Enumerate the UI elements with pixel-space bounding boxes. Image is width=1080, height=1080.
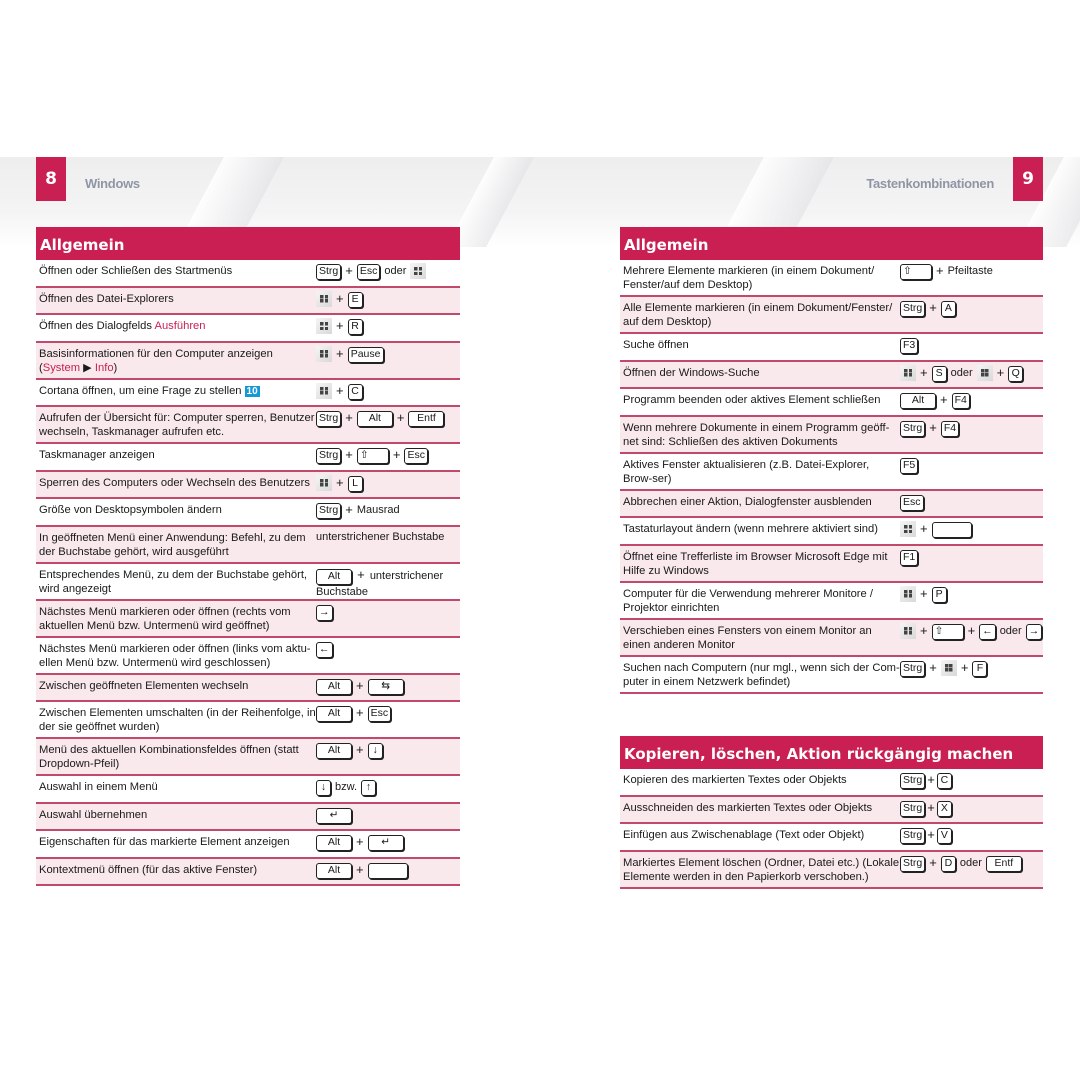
row-description: Computer für die Verwendung mehrerer Monitore / Projektor einrichten <box>623 587 873 614</box>
windows-key-icon <box>900 365 916 381</box>
table-row <box>36 638 460 675</box>
key-c: C <box>937 773 952 789</box>
windows-key-icon <box>410 263 426 279</box>
row-keys <box>900 491 1043 517</box>
plus-sign: + <box>940 392 948 407</box>
row-keys <box>316 776 460 802</box>
or-text: oder <box>384 265 407 277</box>
key-a: A <box>941 301 956 317</box>
shift-key-icon: ⇧ <box>357 448 389 464</box>
arrow-down-icon: ↓ <box>368 743 383 759</box>
row-description: Eigenschaften für das markierte Element anzeigen <box>39 836 290 848</box>
section-allgemein-left <box>36 227 460 886</box>
key-f4: F4 <box>952 393 970 409</box>
table-row <box>620 852 1043 889</box>
plus-sign: + <box>336 318 344 333</box>
row-keys <box>316 527 460 562</box>
row-keys <box>316 831 460 857</box>
row-keys <box>316 288 460 314</box>
table-row <box>36 739 460 776</box>
table-row <box>620 769 1043 797</box>
plus-sign: + <box>927 799 935 815</box>
table-row <box>620 797 1043 825</box>
arrow-left-icon: ← <box>316 642 333 658</box>
paren: ) <box>113 361 118 374</box>
row-keys <box>316 675 460 701</box>
row-keys <box>316 343 460 378</box>
table-row <box>36 804 460 832</box>
arrow-up-icon: ↑ <box>361 780 376 796</box>
key-alt: Alt <box>316 835 352 851</box>
row-description: Auswahl in einem Menü <box>39 781 158 793</box>
row-keys <box>900 454 1043 489</box>
table-row <box>620 491 1043 519</box>
mausrad-text: Mausrad <box>356 504 400 516</box>
key-p: P <box>932 587 947 603</box>
row-keys <box>900 583 1043 618</box>
row-description: Programm beenden oder aktives Element schließen <box>623 394 881 406</box>
plus-sign: + <box>920 364 928 380</box>
plus-sign: + <box>336 345 344 361</box>
row-description: Auswahl übernehmen <box>39 808 148 821</box>
windows-key-icon <box>900 521 916 537</box>
paren: ( <box>39 361 43 374</box>
key-esc: Esc <box>900 495 924 511</box>
desc-text: Öffnen des Dialogfelds <box>39 320 155 332</box>
key-strg: Strg <box>900 661 925 677</box>
key-alt: Alt <box>900 393 936 409</box>
windows-key-icon <box>316 318 332 334</box>
key-alt: Alt <box>316 706 352 722</box>
row-description: Abbrechen einer Aktion, Dialogfenster ausblenden <box>623 495 872 508</box>
row-keys <box>900 417 1043 452</box>
key-entf: Entf <box>408 411 444 427</box>
plus-sign: + <box>996 364 1005 380</box>
key-f: F <box>972 661 987 677</box>
row-keys <box>316 407 460 442</box>
table-row <box>36 380 460 408</box>
underlined-letter-text: unterstrichener Buchstabe <box>316 530 445 543</box>
row-keys <box>900 297 1043 332</box>
table-row <box>36 601 460 638</box>
key-strg: Strg <box>900 828 925 844</box>
arrow-down-icon: ↓ <box>316 780 331 796</box>
key-alt: Alt <box>316 743 352 759</box>
row-keys <box>316 739 460 774</box>
row-description <box>36 315 316 341</box>
key-d: D <box>941 856 956 872</box>
table-row <box>36 444 460 472</box>
shift-key-icon: ⇧ <box>932 624 964 640</box>
row-keys <box>316 702 460 737</box>
section-kopieren <box>620 736 1043 889</box>
plus-sign: + <box>927 827 935 842</box>
row-description: Tastaturlayout ändern (wenn mehrere aktiviert sind) <box>623 523 878 535</box>
key-alt: Alt <box>316 569 352 585</box>
row-description: Öffnen oder Schließen des Startmenüs <box>39 265 233 277</box>
key-strg: Strg <box>316 411 341 427</box>
key-entf: Entf <box>986 856 1022 872</box>
plus-sign: + <box>356 861 364 877</box>
table-row <box>36 564 460 601</box>
page-number: 9 <box>1013 157 1043 201</box>
key-v: V <box>937 828 952 844</box>
row-description: Markiertes Element löschen (Ordner, Datei etc.) (Lokale Elemente werden in den Papierkorb verschoben.) <box>623 856 900 883</box>
or-text: oder <box>999 624 1022 637</box>
key-l: L <box>348 476 363 492</box>
row-keys <box>900 362 1043 388</box>
row-keys <box>900 769 1043 795</box>
row-description: Wenn mehrere Dokumente in einem Programm geöff-net sind: Schließen des aktiven Dokuments <box>623 421 890 448</box>
row-keys <box>316 315 460 341</box>
row-description: Kopieren des markierten Textes oder Objekts <box>623 774 847 786</box>
table-row <box>620 657 1043 694</box>
space-key-icon <box>368 863 408 879</box>
row-keys <box>316 444 460 470</box>
table-row <box>620 583 1043 620</box>
key-f3: F3 <box>900 338 918 354</box>
plus-sign: + <box>345 502 353 517</box>
row-description: Öffnen des Datei-Explorers <box>39 292 174 305</box>
row-description: Sperren des Computers oder Wechseln des Benutzers <box>39 476 310 489</box>
key-strg: Strg <box>316 503 341 519</box>
plus-sign: + <box>336 474 344 490</box>
table-row <box>36 831 460 859</box>
row-description: Suchen nach Computern (nur mgl., wenn sich der Com-puter in einem Netzwerk befindet) <box>623 661 900 688</box>
plus-sign: + <box>920 622 928 638</box>
row-keys <box>900 546 1043 581</box>
plus-sign: + <box>396 410 405 425</box>
plus-sign: + <box>356 834 364 849</box>
key-q: Q <box>1008 366 1023 382</box>
plus-sign: + <box>929 300 937 315</box>
row-keys <box>316 260 460 286</box>
highlight-ausfuehren: Ausführen <box>154 320 206 332</box>
plus-sign: + <box>356 677 364 693</box>
row-keys <box>900 797 1043 823</box>
plus-sign: + <box>336 290 344 306</box>
table-row <box>620 417 1043 454</box>
arrow-left-icon: ← <box>979 624 996 640</box>
table-row <box>36 859 460 887</box>
row-description: Taskmanager anzeigen <box>39 449 155 461</box>
plus-sign: + <box>929 854 937 870</box>
table-row <box>36 260 460 288</box>
highlight-system: System <box>42 361 81 374</box>
desc-text: Basisinformationen für den Computer anzeigen <box>39 347 273 360</box>
table-row <box>620 389 1043 417</box>
table-row <box>620 824 1043 852</box>
plus-sign: + <box>345 447 353 462</box>
table-row <box>36 343 460 380</box>
table-row <box>620 620 1043 657</box>
key-strg: Strg <box>900 773 925 789</box>
row-keys <box>316 564 460 599</box>
row-keys <box>316 499 460 525</box>
row-description: Nächstes Menü markieren oder öffnen (links vom aktu-ellen Menü bzw. Untermenü wird geschlossen) <box>39 642 311 669</box>
windows-key-icon <box>316 291 332 307</box>
section-title: Allgemein <box>36 227 460 260</box>
key-pause: Pause <box>348 347 384 363</box>
key-esc: Esc <box>404 448 428 464</box>
plus-sign: + <box>356 742 364 757</box>
row-description: Einfügen aus Zwischenablage (Text oder Objekt) <box>623 829 865 841</box>
table-row <box>620 518 1043 546</box>
table-row <box>36 288 460 316</box>
row-keys <box>900 824 1043 850</box>
key-strg: Strg <box>316 264 341 280</box>
row-description: Zwischen Elementen umschalten (in der Reihenfolge, in der sie geöffnet wurden) <box>39 707 316 733</box>
key-alt: Alt <box>357 411 393 427</box>
row-description: Aufrufen der Übersicht für: Computer sperren, Benutzer wechseln, Taskmanager aufrufen etc. <box>39 412 315 438</box>
plus-sign: + <box>357 566 365 582</box>
plus-sign: + <box>345 410 353 425</box>
arrow-right-icon: → <box>1026 624 1043 640</box>
plus-sign: + <box>356 705 364 720</box>
row-description: Alle Elemente markieren (in einem Dokument/Fenster/ auf dem Desktop) <box>623 302 893 328</box>
table-row <box>620 546 1043 583</box>
key-strg: Strg <box>900 856 925 872</box>
row-keys <box>900 334 1043 360</box>
row-description <box>36 343 316 378</box>
table-row <box>36 675 460 703</box>
row-description: Größe von Desktopsymbolen ändern <box>39 504 222 516</box>
underlined-letter-text: unterstrichener Buchstabe <box>316 569 444 598</box>
plus-sign: + <box>345 263 353 278</box>
table-row <box>36 776 460 804</box>
key-esc: Esc <box>368 706 392 722</box>
plus-sign: + <box>927 772 935 787</box>
plus-sign: + <box>920 585 928 601</box>
windows-key-icon <box>900 586 916 602</box>
windows-key-icon <box>316 383 332 399</box>
plus-sign: + <box>960 659 969 675</box>
row-keys <box>900 260 1043 295</box>
row-description: Öffnen der Windows-Suche <box>623 366 760 379</box>
row-description: Aktives Fenster aktualisieren (z.B. Datei-Explorer, Brow-ser) <box>623 458 870 485</box>
key-x: X <box>937 801 952 817</box>
row-description: Entsprechendes Menü, zu dem der Buchstabe gehört, wird angezeigt <box>39 568 308 595</box>
key-s: S <box>932 366 947 382</box>
running-title: Tastenkombinationen <box>866 176 994 191</box>
row-keys <box>900 657 1043 692</box>
row-description: Öffnet eine Trefferliste im Browser Microsoft Edge mit Hilfe zu Windows <box>623 550 888 577</box>
row-description: Ausschneiden des markierten Textes oder Objekts <box>623 801 873 814</box>
or-text: oder <box>959 856 982 869</box>
key-esc: Esc <box>357 264 381 280</box>
row-description: Zwischen geöffneten Elementen wechseln <box>39 679 249 692</box>
row-keys <box>316 804 460 830</box>
tab-key-icon: ⇆ <box>368 679 404 695</box>
table-row <box>36 472 460 500</box>
key-strg: Strg <box>900 421 925 437</box>
section-title: Kopieren, löschen, Aktion rückgängig machen <box>620 736 1043 769</box>
plus-sign: + <box>929 419 937 435</box>
table-row <box>36 407 460 444</box>
row-description: Suche öffnen <box>623 339 689 351</box>
key-strg: Strg <box>316 448 341 464</box>
key-strg: Strg <box>900 301 925 317</box>
key-r: R <box>348 319 363 335</box>
row-keys <box>316 638 460 673</box>
table-row <box>36 527 460 564</box>
key-f5: F5 <box>900 458 918 474</box>
table-row <box>620 260 1043 297</box>
row-keys <box>316 472 460 498</box>
table-row <box>620 362 1043 390</box>
key-f1: F1 <box>900 550 918 566</box>
key-e: E <box>348 292 363 308</box>
table-row <box>36 499 460 527</box>
desc-text: Cortana öffnen, um eine Frage zu stellen <box>39 384 242 397</box>
row-description: Kontextmenü öffnen (für das aktive Fenster) <box>39 863 258 876</box>
row-description: Nächstes Menü markieren oder öffnen (rechts vom aktuellen Menü bzw. Untermenü wird geöffnet) <box>39 605 291 632</box>
arrow-separator: ▶ <box>80 361 95 374</box>
windows-key-icon <box>316 346 332 362</box>
running-title: Windows <box>85 176 140 191</box>
key-alt: Alt <box>316 863 352 879</box>
windows-key-icon <box>941 660 957 676</box>
or-text: oder <box>950 366 973 379</box>
windows-key-icon <box>316 475 332 491</box>
key-alt: Alt <box>316 679 352 695</box>
table-row <box>36 315 460 343</box>
shift-key-icon: ⇧ <box>900 264 932 280</box>
enter-key-icon: ↵ <box>316 808 352 824</box>
row-keys <box>316 601 460 636</box>
plus-sign: + <box>392 447 401 462</box>
row-keys <box>900 518 1043 544</box>
plus-sign: + <box>936 263 944 278</box>
plus-sign: + <box>336 382 344 398</box>
row-description: Menü des aktuellen Kombinationsfeldes öffnen (statt Dropdown-Pfeil) <box>39 744 299 770</box>
row-description: Mehrere Elemente markieren (in einem Dokument/ Fenster/auf dem Desktop) <box>623 265 875 291</box>
arrow-key-text: Pfeiltaste <box>947 265 993 277</box>
page-number: 8 <box>36 157 66 201</box>
row-keys <box>900 620 1043 655</box>
windows-key-icon <box>900 623 916 639</box>
key-strg: Strg <box>900 801 925 817</box>
row-keys <box>316 859 460 885</box>
highlight-info: Info <box>94 361 114 374</box>
key-f4: F4 <box>941 421 959 437</box>
table-row <box>36 702 460 739</box>
row-description: Verschieben eines Fensters von einem Monitor an einen anderen Monitor <box>623 624 872 651</box>
key-c: C <box>348 384 363 400</box>
enter-key-icon: ↵ <box>368 835 404 851</box>
space-key-icon <box>932 522 972 538</box>
table-row <box>620 297 1043 334</box>
windows10-badge: 10 <box>246 385 258 397</box>
section-title: Allgemein <box>620 227 1043 260</box>
table-row <box>620 334 1043 362</box>
plus-sign: + <box>920 521 928 536</box>
row-keys <box>316 380 460 406</box>
row-keys <box>900 389 1043 415</box>
plus-sign: + <box>929 659 937 675</box>
row-keys <box>900 852 1043 887</box>
table-row <box>620 454 1043 491</box>
windows-key-icon <box>977 365 993 381</box>
row-description: In geöffneten Menü einer Anwendung: Befehl, zu dem der Buchstabe gehört, wird ausgeführt <box>39 531 306 558</box>
row-description <box>36 380 316 406</box>
bzw-text: bzw. <box>335 781 358 793</box>
arrow-right-icon: → <box>316 605 333 621</box>
section-allgemein-right <box>620 227 1043 694</box>
plus-sign: + <box>967 622 976 638</box>
